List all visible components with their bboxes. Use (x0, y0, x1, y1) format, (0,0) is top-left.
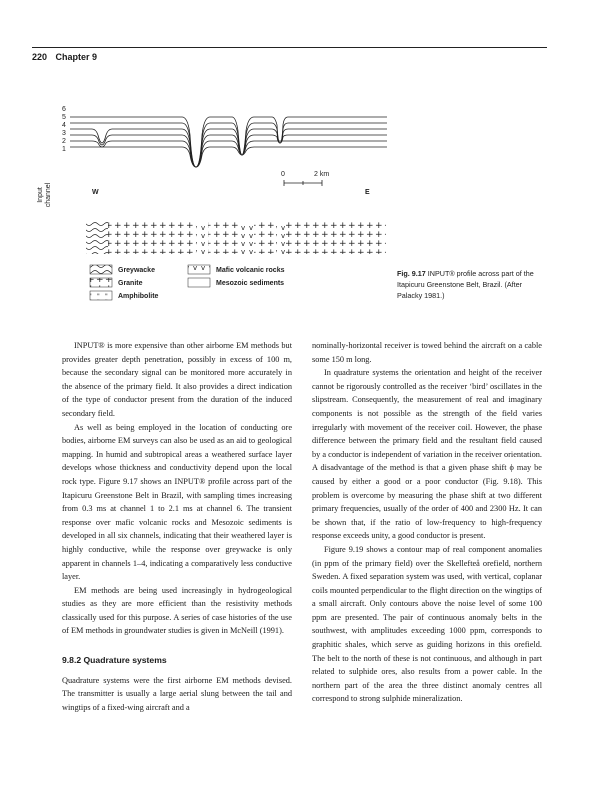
running-header (32, 52, 97, 62)
channel-4: 4 (62, 122, 66, 129)
section-mafic-2 (240, 222, 254, 254)
left-paragraph-3: EM methods are being used increasingly in hydrogeological studies as they are more efficient than the resistivity methods classically used for this purpose. A series of case histories of the use of EM methods in groundwater studies is given in McNeill (1991). (62, 585, 292, 636)
section-mafic-1 (196, 222, 208, 254)
channel-1: 1 (62, 146, 66, 153)
legend-granite: Granite (118, 280, 143, 287)
right-paragraph-3: Figure 9.19 shows a contour map of real component anomalies (in ppm of the primary field) over the Skellefteå orefield, northern Sweden. A fixed separation system was used, with vertical, coplanar coils mounted perpendicular to the flight direction on the wingtips of a small aircraft. Only contours above the noise level of some 100 ppm are presented. The pair of continuous anomaly belts in the southwest, with amplitudes exceeding 1000 ppm, corresponds to graphitic shales, which serve as guiding horizons in this orefield. The belt to the north of these is not continuous, and although in part related to sulphide ores, also results from a power cable. In the northern part of the area the three distinct anomaly centres all correspond to strong sulphide mineralization. (312, 544, 542, 704)
left-column (62, 339, 292, 714)
legend-greywacke: Greywacke (118, 267, 155, 274)
west-label: W (92, 189, 99, 196)
left-paragraph-4: Quadrature systems were the first airborne EM methods devised. The transmitter is usually a large aerial slung between the tail and wingtips of a fixed-wing aircraft and a (62, 675, 292, 712)
channel-numbers (62, 106, 66, 153)
figure-9-17 (32, 95, 392, 315)
left-paragraph-1: INPUT® is more expensive than other airborne EM methods but provides greater depth penetration, possibly in excess of 100 m, because the secondary signal can be monitored more accurately in the absence of the primary field. It also provides a direct indication of the type of conductor present from the duration of the induced secondary field. (62, 341, 292, 418)
scale-bar (281, 171, 329, 186)
legend-mafic-swatch (188, 265, 210, 274)
section-granite-4 (286, 222, 386, 254)
east-label: E (365, 189, 370, 196)
legend-mesozoic-swatch (188, 278, 210, 287)
geology-section (86, 222, 386, 254)
section-granite-3 (254, 222, 276, 254)
header-rule (32, 47, 547, 48)
section-heading: 9.8.2 Quadrature systems (62, 655, 167, 666)
legend-greywacke-swatch (90, 265, 112, 274)
page-number: 220 (32, 52, 48, 62)
legend (90, 265, 285, 300)
section-granite-1 (108, 222, 196, 254)
legend-mafic: Mafic volcanic rocks (216, 267, 285, 274)
left-paragraph-2: As well as being employed in the location of conducting ore bodies, airborne EM surveys can also be used as an aid to geological mapping. In humid and subtropical areas a weathered surface layer develops whose thickness and conductivity depend upon the local rock type. Figure 9.17 shows an INPUT® profile across part of the Itapicuru Greenstone Belt in Brazil, with sampling times increasing from 0.3 ms at channel 1 to 2.1 ms at channel 6. The transient response over mafic volcanic rocks and Mesozoic sediments is developed in all six channels, indicating that their weathered layer is highly conductive, while the response over greywacke is only apparent in channels 1–4, indicating a comparatively less conductive layer. (62, 422, 292, 582)
channel-5: 5 (62, 114, 66, 121)
caption-label: Fig. 9.17 (397, 269, 426, 278)
channel-2: 2 (62, 138, 66, 145)
y-axis-label-line2: channel (45, 182, 52, 208)
legend-amphibolite-swatch (90, 291, 112, 300)
channel-6: 6 (62, 106, 66, 113)
channel-3: 3 (62, 130, 66, 137)
legend-granite-swatch (90, 278, 112, 287)
section-greywacke (86, 222, 108, 254)
input-profile-traces (70, 117, 387, 167)
caption-text: INPUT® profile across part of the Itapicuru Greenstone Belt, Brazil. (After Palacky 1981.) (397, 269, 534, 300)
chapter-label: Chapter 9 (55, 52, 98, 62)
legend-amphibolite: Amphibolite (118, 293, 159, 300)
y-axis-label (37, 182, 52, 207)
legend-mesozoic: Mesozoic sediments (216, 280, 285, 287)
right-paragraph-1: nominally-horizontal receiver is towed behind the aircraft on a cable some 150 m long. (312, 341, 542, 364)
right-column (312, 339, 542, 706)
scale-start: 0 (281, 171, 285, 178)
section-mafic-3 (276, 222, 286, 254)
right-paragraph-2: In quadrature systems the orientation and height of the receiver cannot be rigorously controlled as the receiver ‘bird’ oscillates in the slipstream. Consequently, the measurement of real and imaginary components is not possible as the strength of the field varies irregularly with movement of the receiver coil. However, the phase difference between the primary field and the resultant field caused by a conductor is independent of variation in the receiver orientation. A disadvantage of the method is that a given phase shift ϕ may be caused by either a good or a poor conductor (Fig. 9.18). This problem is overcome by measuring the phase shift at two different primary frequencies, usually of the order of 400 and 2300 Hz. It can be shown that, if the ratio of low-frequency to high-frequency response exceeds unity, a good conductor is present. (312, 368, 542, 541)
y-axis-label-line1: Input (37, 187, 44, 203)
figure-caption (397, 268, 549, 301)
scale-end: 2 km (314, 171, 330, 178)
section-granite-2 (208, 222, 240, 254)
